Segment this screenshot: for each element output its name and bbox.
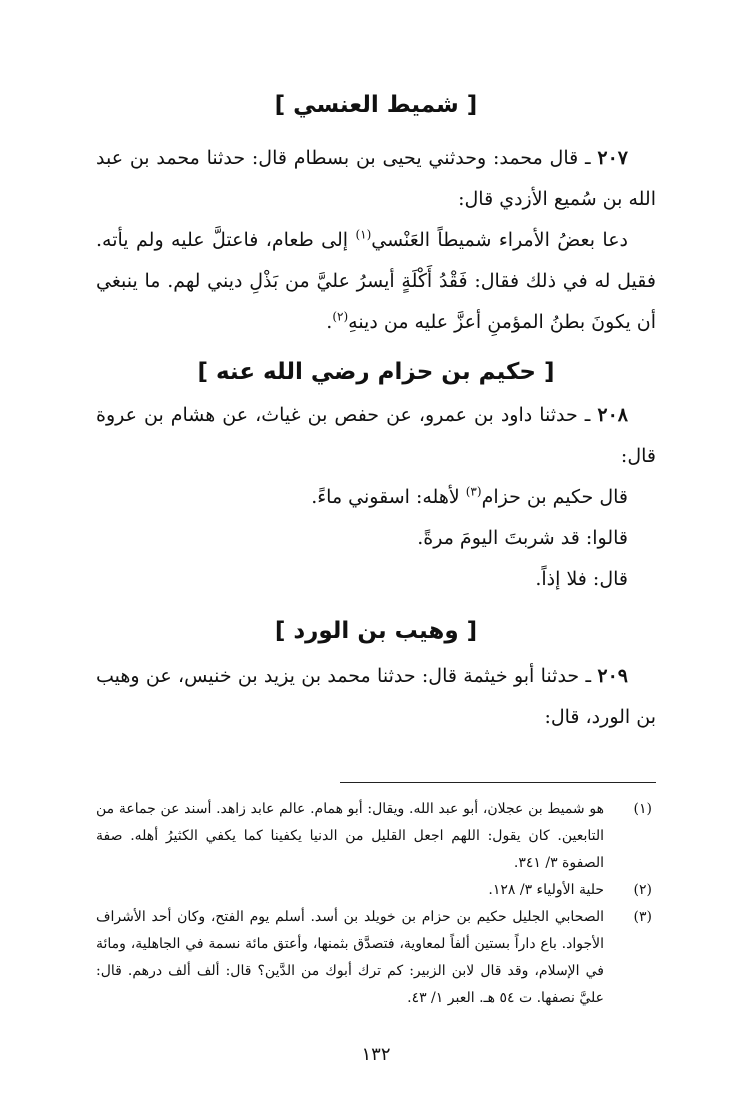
hadith-number-209: ٢٠٩ [597, 665, 628, 687]
section-heading-207: [ شميط العنسي ] [274, 92, 478, 118]
section-heading-208: [ حكيم بن حزام رضي الله عنه ] [197, 359, 555, 385]
narration-207-end: . [326, 311, 333, 333]
isnad-209 [96, 656, 656, 738]
narration-208-line-1-b: لأهله: اسقوني ماءً. [311, 486, 466, 508]
isnad-text-208: ـ حدثنا داود بن عمرو، عن حفص بن غياث، عن هشام بن عروة قال: [96, 404, 656, 467]
footnote-1-text: هو شميط بن عجلان، أبو عبد الله. ويقال: أبو همام. عالم عابد زاهد. أسند عن جماعة من التابعين. كان يقول: اللهم اجعل القليل من الدنيا يكفينا كما يكفي الكثيرُ أهله. صفة الصفوة ٣/ ٣٤١. [96, 801, 604, 871]
footnote-2-text: حلية الأولياء ٣/ ١٢٨. [488, 882, 604, 898]
narration-208-line-1 [96, 477, 656, 518]
narration-208-line-1-a: قال حكيم بن حزام [481, 486, 628, 508]
footnote-separator [340, 782, 656, 783]
footnote-3 [96, 904, 652, 1012]
hadith-number-208: ٢٠٨ [597, 404, 628, 426]
footnote-2 [96, 877, 652, 904]
narration-207-part-a: دعا بعضُ الأمراء شميطاً العَنْسي [371, 229, 628, 251]
footnotes [96, 796, 652, 1012]
section-heading-209: [ وهيب بن الورد ] [274, 618, 478, 644]
footnote-3-marker: (٣) [633, 909, 652, 925]
narration-207 [96, 220, 656, 343]
isnad-text-209: ـ حدثنا أبو خيثمة قال: حدثنا محمد بن يزيد بن خنيس، عن وهيب بن الورد، قال: [96, 665, 656, 728]
narration-207-part-b: إلى طعام، فاعتلَّ عليه ولم يأته. فقيل له في ذلك فقال: فَقْدُ أَكْلَةٍ أيسرُ عليَّ من بَذْلِ ديني لهم. ما ينبغي أن يكونَ بطنُ المؤمنِ أعزَّ عليه من دينهِ [96, 229, 656, 333]
page-number: ١٣٢ [361, 1044, 391, 1065]
hadith-number-207: ٢٠٧ [597, 147, 628, 169]
narration-208-line-3: قال: فلا إذاً. [535, 568, 628, 590]
footnote-3-text: الصحابي الجليل حكيم بن حزام بن خويلد بن أسد. أسلم يوم الفتح، وكان أحد الأشراف الأجواد. باع داراً بستين ألفاً لمعاوية، فتصدَّق بثمنها، وأعتق مائة نسمة في الجاهلية، ومائة في الإسلام، وقد قال لابن الزبير: كم ترك أبوك من الدَّين؟ قال: ألف ألف درهم. قال: عليَّ نصفها. ت ٥٤ هـ. العبر ١/ ٤٣. [96, 909, 604, 1006]
footnote-ref-1[interactable]: (١) [355, 227, 372, 242]
isnad-text-207: ـ قال محمد: وحدثني يحيى بن بسطام قال: حدثنا محمد بن عبد الله بن سُميع الأزدي قال: [96, 147, 656, 210]
footnote-2-marker: (٢) [633, 882, 652, 898]
footnote-ref-3[interactable]: (٣) [465, 484, 482, 499]
footnote-ref-2[interactable]: (٢) [332, 309, 349, 324]
narration-208-line-2: قالوا: قد شربتَ اليومَ مرةً. [417, 527, 628, 549]
footnote-1 [96, 796, 652, 877]
isnad-207 [96, 138, 656, 220]
page-body [96, 90, 656, 738]
footnote-1-marker: (١) [633, 801, 652, 817]
isnad-208 [96, 395, 656, 477]
